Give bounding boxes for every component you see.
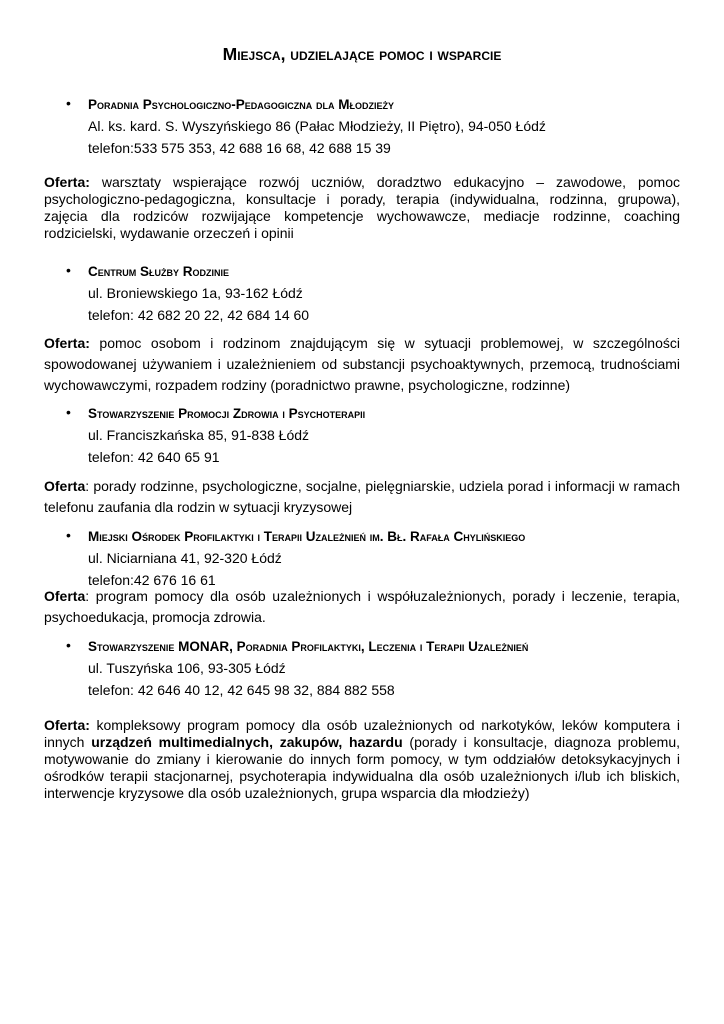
entry-5-address: ul. Tuszyńska 106, 93-305 Łódź: [88, 660, 286, 676]
offer-label: Oferta:: [44, 335, 90, 351]
entry-5-offer: [44, 717, 680, 802]
entry-4-header: [66, 527, 666, 591]
offer-text: : program pomocy dla osób uzależnionych i współuzależnionych, porady i leczenie, terapia, psychoedukacja, promocja zdrowia.: [44, 588, 680, 625]
entry-4-name: Miejski Ośrodek Profilaktyki i Terapii Uzależnień im. Bł. Rafała Chylińskiego: [88, 529, 526, 544]
offer-label: Oferta:: [44, 174, 90, 190]
offer-label: Oferta: [44, 478, 86, 494]
entry-2-address: ul. Broniewskiego 1a, 93-162 Łódź: [88, 285, 303, 301]
entry-2-offer: [44, 333, 680, 396]
entry-4-address: ul. Niciarniana 41, 92-320 Łódź: [88, 550, 282, 566]
entry-3-offer: [44, 476, 680, 518]
offer-text: pomoc osobom i rodzinom znajdującym się w sytuacji problemowej, w szczególności spowodowanej używaniem i uzależnieniem od substancji psychoaktywnych, przemocą, trudnościami wychowawczymi, rozpadem rodziny (poradnictwo prawne, psychologiczne, rodzinne): [44, 335, 680, 393]
offer-label: Oferta:: [44, 717, 90, 733]
entry-3-header: [66, 404, 666, 468]
entry-4-offer: [44, 586, 680, 628]
entry-5-header: [66, 637, 666, 701]
offer-label: Oferta: [44, 588, 86, 604]
page-title: Miejsca, udzielające pomoc i wsparcie: [222, 44, 502, 64]
bullet: •: [66, 95, 71, 111]
offer-bold-text: urządzeń multimedialnych, zakupów, hazardu: [91, 734, 403, 750]
entry-1-phone: telefon:533 575 353, 42 688 16 68, 42 688 15 39: [88, 140, 391, 156]
offer-text: (porady i konsultacje, diagnoza problemu, motywowanie do zmiany i kierowanie do innych form pomocy, w tym oddziałów detoksykacyjnych i ośrodków terapii stacjonarnej, psychoterapia indywidualna dla osób uzależnionych i/lub ich bliskich, interwencje kryzysowe dla osób uzależnionych, grupa wsparcia dla młodzieży): [44, 734, 681, 801]
bullet: •: [66, 637, 71, 653]
entry-1-offer: [44, 174, 680, 242]
entry-5-phone: telefon: 42 646 40 12, 42 645 98 32, 884 882 558: [88, 682, 395, 698]
bullet: •: [66, 527, 71, 543]
entry-3-phone: telefon: 42 640 65 91: [88, 449, 220, 465]
entry-4-phone: telefon:42 676 16 61: [88, 572, 216, 588]
entry-1-name: Poradnia Psychologiczno-Pedagogiczna dla Młodzieży: [88, 97, 395, 112]
entry-5-name: Stowarzyszenie MONAR, Poradnia Profilaktyki, Leczenia i Terapii Uzależnień: [88, 639, 529, 654]
offer-text: kompleksowy program pomocy dla osób uzależnionych od narkotyków, leków komputera i innych: [44, 717, 680, 750]
offer-text: warsztaty wspierające rozwój uczniów, doradztwo edukacyjno – zawodowe, pomoc psychologiczno-pedagogiczna, konsultacje i porady, terapia (indywidualna, rodzinna, grupowa), zajęcia dla rodziców rozwijające kompetencje wychowawcze, mediacje rodzinne, coaching rodzicielski, wydawanie orzeczeń i opinii: [44, 174, 680, 241]
offer-text: : porady rodzinne, psychologiczne, socjalne, pielęgniarskie, udziela porad i informacji w ramach telefonu zaufania dla rodzin w sytuacji kryzysowej: [44, 478, 680, 515]
entry-2-header: [66, 262, 666, 326]
entry-3-address: ul. Franciszkańska 85, 91-838 Łódź: [88, 427, 310, 443]
entry-2-name: Centrum Służby Rodzinie: [88, 264, 229, 279]
bullet: •: [66, 404, 71, 420]
entry-3-name: Stowarzyszenie Promocji Zdrowia i Psychoterapii: [88, 406, 366, 421]
entry-1-address: Al. ks. kard. S. Wyszyńskiego 86 (Pałac Młodzieży, II Piętro), 94-050 Łódź: [88, 118, 546, 134]
entry-1-header: [66, 95, 666, 159]
bullet: •: [66, 262, 71, 278]
entry-2-phone: telefon: 42 682 20 22, 42 684 14 60: [88, 307, 310, 323]
